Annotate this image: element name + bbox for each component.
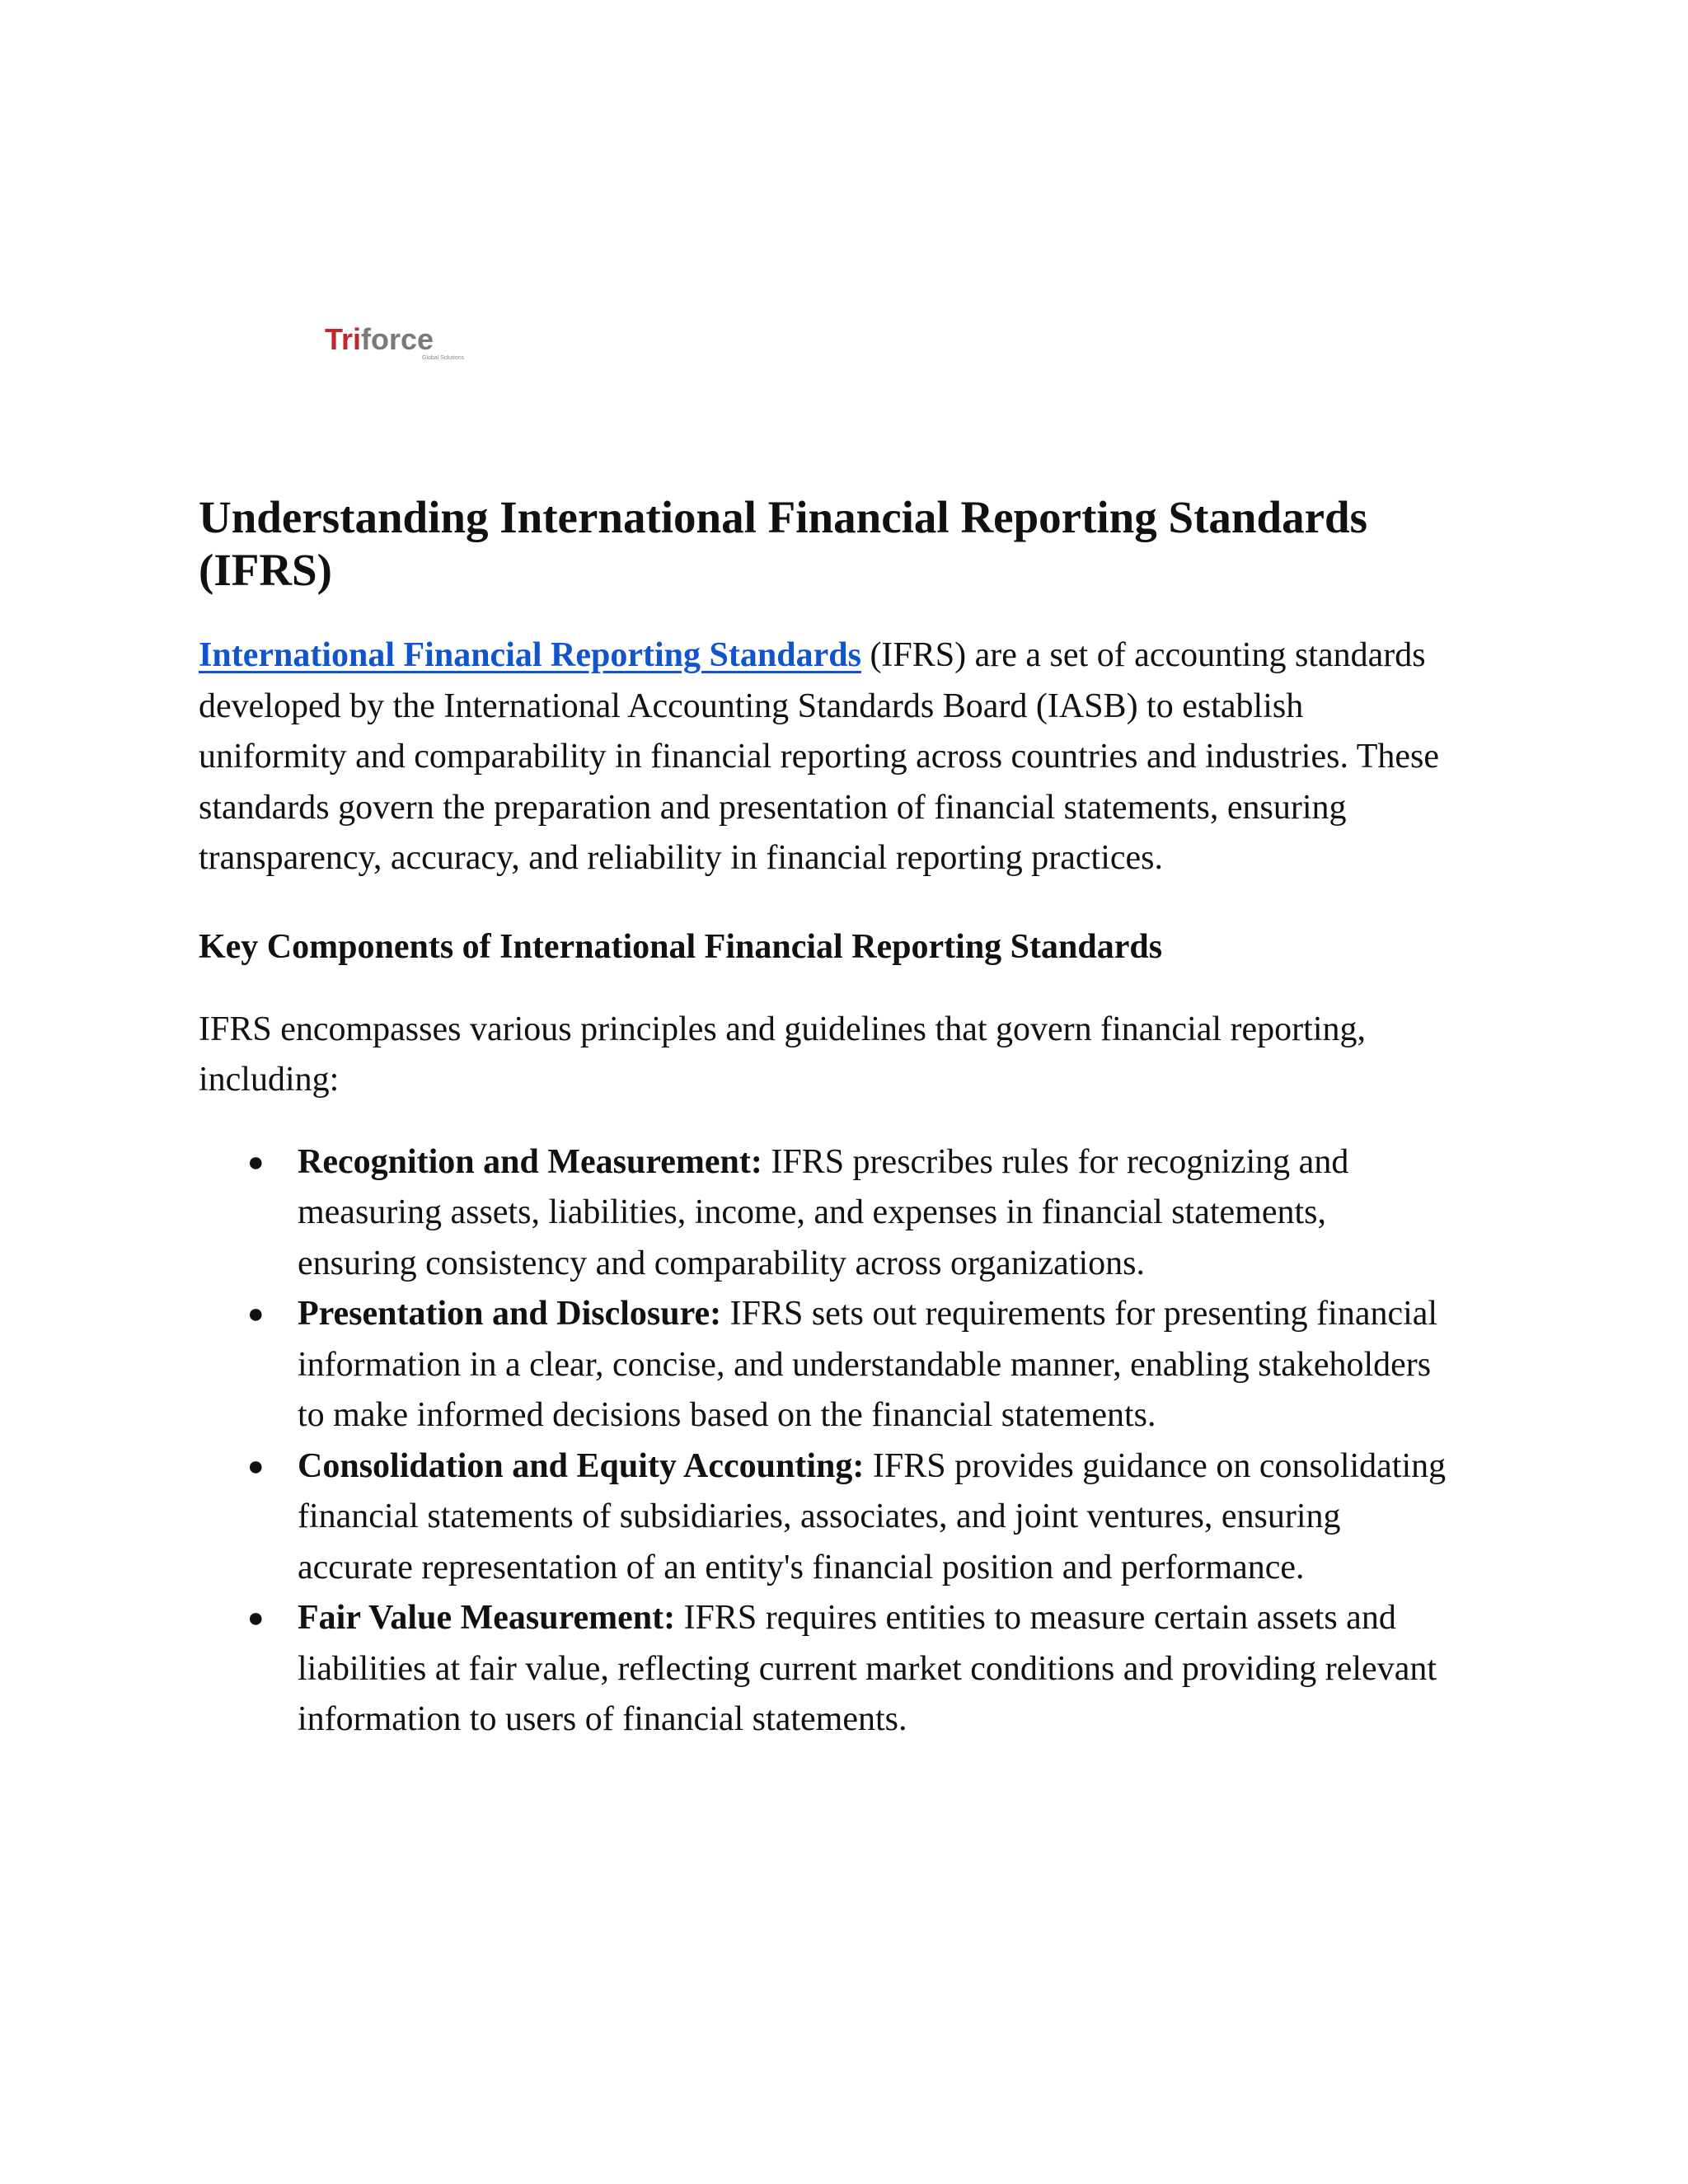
logo-part-force: force	[361, 323, 434, 356]
page-title: Understanding International Financial Reporting Standards (IFRS)	[199, 492, 1367, 595]
list-item-term: Fair Value Measurement:	[298, 1599, 676, 1637]
bullet-icon: ●	[247, 1299, 265, 1329]
list-item-term: Recognition and Measurement:	[298, 1142, 762, 1181]
triforce-logo	[325, 323, 523, 363]
intro-text: (IFRS) are a set of accounting standards developed by the International Accounting Standards Board (IASB) to establish uniformity and comparability in financial reporting across countries and industries. These standards govern the preparation and presentation of financial statements, ensuring transparency, accuracy, and reliability in financial reporting practices.	[199, 636, 1439, 877]
list-item	[199, 1593, 1451, 1746]
list-item	[199, 1137, 1451, 1290]
lead-paragraph: IFRS encompasses various principles and guidelines that govern financial reporting, including:	[199, 1010, 1367, 1099]
list-item-text: IFRS requires entities to measure certain assets and liabilities at fair value, reflecting current market conditions and providing relevant information to users of financial statements.	[298, 1599, 1437, 1738]
article	[199, 491, 1501, 1746]
list-item	[199, 1441, 1451, 1594]
components-list	[199, 1137, 1501, 1746]
list-item-text: IFRS prescribes rules for recognizing and measuring assets, liabilities, income, and expenses in financial statements, ensuring consistency and comparability across organizations.	[298, 1142, 1349, 1282]
logo-part-tri: Tri	[325, 323, 362, 356]
bullet-icon: ●	[247, 1146, 265, 1178]
triforce-logo-graphic	[325, 323, 523, 363]
bullet-icon: ●	[247, 1451, 265, 1482]
ifrs-link[interactable]: International Financial Reporting Standards	[199, 636, 861, 674]
section-heading: Key Components of International Financial Reporting Standards	[199, 927, 1163, 966]
list-item-term: Presentation and Disclosure:	[298, 1295, 722, 1333]
list-item-text: IFRS provides guidance on consolidating financial statements of subsidiaries, associates, and joint ventures, ensuring accurate representation of an entity's financial position and performance.	[298, 1446, 1447, 1586]
bullet-icon: ●	[247, 1603, 265, 1633]
intro-paragraph	[199, 630, 1451, 884]
list-item-text: IFRS sets out requirements for presenting financial information in a clear, concise, and understandable manner, enabling stakeholders to make informed decisions based on the financial statements.	[298, 1295, 1438, 1434]
svg-text:Triforce	[325, 323, 434, 356]
list-item-term: Consolidation and Equity Accounting:	[298, 1446, 865, 1485]
logo-subtitle: Global Solutions	[422, 355, 464, 361]
list-item	[199, 1289, 1451, 1441]
